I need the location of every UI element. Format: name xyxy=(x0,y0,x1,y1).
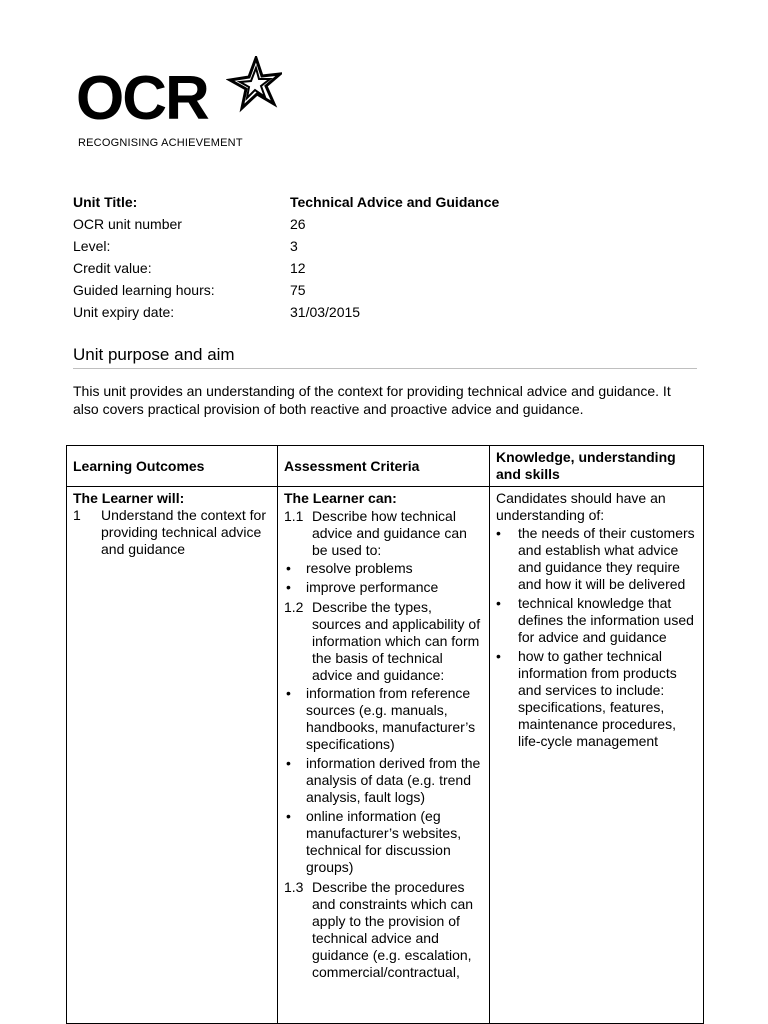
bullet-icon: • xyxy=(286,579,291,595)
detail-key: Credit value: xyxy=(73,260,152,276)
list-item xyxy=(496,595,697,646)
criterion-text: Describe how technical advice and guidance can be used to: xyxy=(312,508,467,558)
bullet-icon: • xyxy=(496,648,501,664)
detail-value: 3 xyxy=(290,238,298,254)
detail-value: 75 xyxy=(290,282,306,298)
bullet-icon: • xyxy=(286,685,291,701)
table-row xyxy=(67,487,704,1024)
bullet-text: resolve problems xyxy=(306,560,413,576)
detail-key: Unit Title: xyxy=(73,194,138,210)
list-item xyxy=(284,560,483,577)
outcome-text: Understand the context for providing technical advice and guidance xyxy=(101,507,266,557)
detail-value: 26 xyxy=(290,216,306,232)
detail-key: OCR unit number xyxy=(73,216,182,232)
learning-outcomes-cell xyxy=(67,487,278,1024)
detail-key: Unit expiry date: xyxy=(73,304,175,320)
outcome-number: 1 xyxy=(73,507,81,523)
criterion-text: Describe the types, sources and applicability of information which can form the basis of technical advice and guidance: xyxy=(312,599,481,683)
bullet-icon: • xyxy=(496,595,501,611)
ocr-logo xyxy=(76,56,286,156)
star-logo-icon xyxy=(226,56,282,116)
knowledge-lead: Candidates should have an understanding of: xyxy=(496,490,666,523)
logo-wordmark: OCR xyxy=(76,64,208,133)
criterion-1-1 xyxy=(284,508,483,559)
bullet-icon: • xyxy=(286,755,291,771)
criterion-1-2 xyxy=(284,599,483,684)
criterion-number: 1.3 xyxy=(284,879,304,895)
logo-tagline: RECOGNISING ACHIEVEMENT xyxy=(78,137,243,149)
criterion-number: 1.2 xyxy=(284,599,304,615)
header-learning-outcomes: Learning Outcomes xyxy=(67,446,278,487)
bullet-text: the needs of their customers and establish what advice and guidance they require and how it will be delivered xyxy=(518,525,695,592)
detail-value: 31/03/2015 xyxy=(290,304,361,320)
purpose-heading: Unit purpose and aim xyxy=(73,345,235,364)
bullet-text: how to gather technical information from products and services to include: specifications, features, maintenance procedures, life-cycle management xyxy=(518,648,677,749)
purpose-text: This unit provides an understanding of the context for providing technical advice and guidance. It also covers practical provision of both reactive and proactive advice and guidance. xyxy=(73,383,671,417)
bullet-icon: • xyxy=(286,808,291,824)
detail-value: 12 xyxy=(290,260,306,276)
criterion-1-3 xyxy=(284,879,483,981)
detail-key: Level: xyxy=(73,238,111,254)
unit-details xyxy=(73,192,713,324)
bullet-text: information derived from the analysis of data (e.g. trend analysis, fault logs) xyxy=(306,755,481,805)
bullet-icon: • xyxy=(286,560,291,576)
list-item xyxy=(496,648,697,750)
expiry-date-row xyxy=(73,302,713,324)
bullet-text: information from reference sources (e.g. manuals, handbooks, manufacturer’s specifications) xyxy=(306,685,476,752)
learner-can-lead: The Learner can: xyxy=(284,490,397,506)
assessment-criteria-cell xyxy=(278,487,490,1024)
list-item xyxy=(284,755,483,806)
list-item xyxy=(284,685,483,753)
unit-number-row xyxy=(73,214,713,236)
guided-hours-row xyxy=(73,280,713,302)
knowledge-cell xyxy=(490,487,704,1024)
table-header-row xyxy=(67,446,704,487)
credit-value-row xyxy=(73,258,713,280)
learner-will-lead: The Learner will: xyxy=(73,490,185,506)
unit-title-row xyxy=(73,192,713,214)
criterion-1-1-bullets xyxy=(284,560,483,596)
detail-value: Technical Advice and Guidance xyxy=(290,194,500,210)
list-item xyxy=(284,808,483,876)
criterion-number: 1.1 xyxy=(284,508,304,524)
level-row xyxy=(73,236,713,258)
detail-key: Guided learning hours: xyxy=(73,282,215,298)
header-assessment-criteria: Assessment Criteria xyxy=(278,446,490,487)
knowledge-bullets xyxy=(496,525,697,750)
header-knowledge: Knowledge, understanding and skills xyxy=(490,446,704,487)
section-divider xyxy=(73,368,697,369)
outcomes-table xyxy=(66,445,704,1024)
outcome-item xyxy=(73,507,271,558)
criterion-1-2-bullets xyxy=(284,685,483,876)
list-item xyxy=(284,579,483,596)
bullet-text: improve performance xyxy=(306,579,439,595)
bullet-text: online information (eg manufacturer’s websites, technical for discussion groups) xyxy=(306,808,462,875)
list-item xyxy=(496,525,697,593)
bullet-icon: • xyxy=(496,525,501,541)
criterion-text: Describe the procedures and constraints which can apply to the provision of technical advice and guidance (e.g. escalation, commercial/contractual, xyxy=(312,879,474,980)
bullet-text: technical knowledge that defines the information used for advice and guidance xyxy=(518,595,694,645)
